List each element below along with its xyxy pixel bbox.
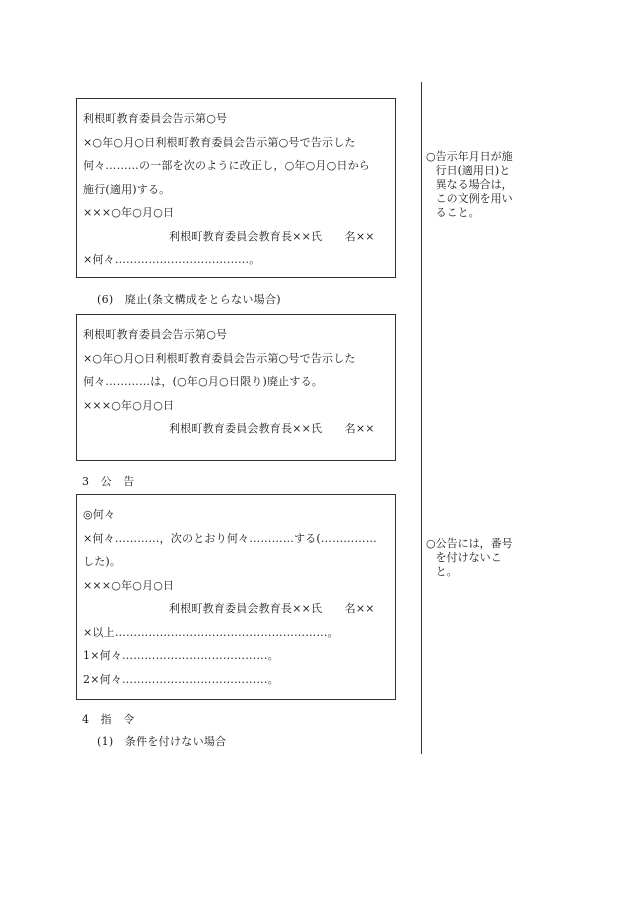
announcement-date: ×××○年○月○日 <box>83 578 175 592</box>
heading-abolish: (6) 廃止(条文構成をとらない場合) <box>97 293 281 306</box>
column-divider <box>421 82 422 754</box>
notice-signatory: 利根町教育委員会教育長××氏 名×× <box>169 422 375 435</box>
heading-koukoku: 3 公 告 <box>82 475 135 488</box>
notice-reference: ×○年○月○日利根町教育委員会告示第○号で告示した <box>83 135 356 149</box>
announcement-body-cont: した)。 <box>83 555 122 568</box>
notice-date: ×××○年○月○日 <box>83 398 175 412</box>
note-text: 公告には，番号を付けないこと。 <box>435 537 513 578</box>
notice-body: 何々…………は，(○年○月○日限り)廃止する。 <box>83 375 323 388</box>
note-text: 告示年月日が施行日(適用日)と異なる場合は，この文例を用いること。 <box>435 150 513 219</box>
margin-note-date <box>426 150 521 220</box>
notice-date: ×××○年○月○日 <box>83 206 175 219</box>
announcement-body: ×何々…………，次のとおり何々…………する(…………… <box>83 531 377 545</box>
announcement-ijou: ×以上…………………………………………………。 <box>83 625 339 639</box>
heading-shirei: 4 指 令 <box>82 713 135 726</box>
announcement-item-2: 2×何々…………………………………。 <box>83 672 279 686</box>
notice-body-cont: 施行(適用)する。 <box>83 182 171 196</box>
example-box-abolish <box>76 314 396 461</box>
notice-signatory: 利根町教育委員会教育長××氏 名×× <box>169 229 375 243</box>
margin-note-numbering <box>426 537 521 579</box>
example-box-amendment <box>76 98 396 278</box>
notice-reference: ×○年○月○日利根町教育委員会告示第○号で告示した <box>83 351 356 365</box>
notice-number: 利根町教育委員会告示第○号 <box>83 112 228 125</box>
notice-body: 何々………の一部を次のように改正し，○年○月○日から <box>83 159 370 172</box>
note-bullet-icon: ○ <box>426 537 436 550</box>
notice-content: ×何々………………………………。 <box>83 253 261 266</box>
announcement-signatory: 利根町教育委員会教育長××氏 名×× <box>169 602 375 615</box>
example-box-announcement <box>76 494 396 700</box>
notice-number: 利根町教育委員会告示第○号 <box>83 328 228 341</box>
note-bullet-icon: ○ <box>426 150 436 163</box>
announcement-item-1: 1×何々…………………………………。 <box>83 649 279 662</box>
heading-no-condition: (1) 条件を付けない場合 <box>97 735 227 748</box>
announcement-title: ◎何々 <box>83 508 116 521</box>
